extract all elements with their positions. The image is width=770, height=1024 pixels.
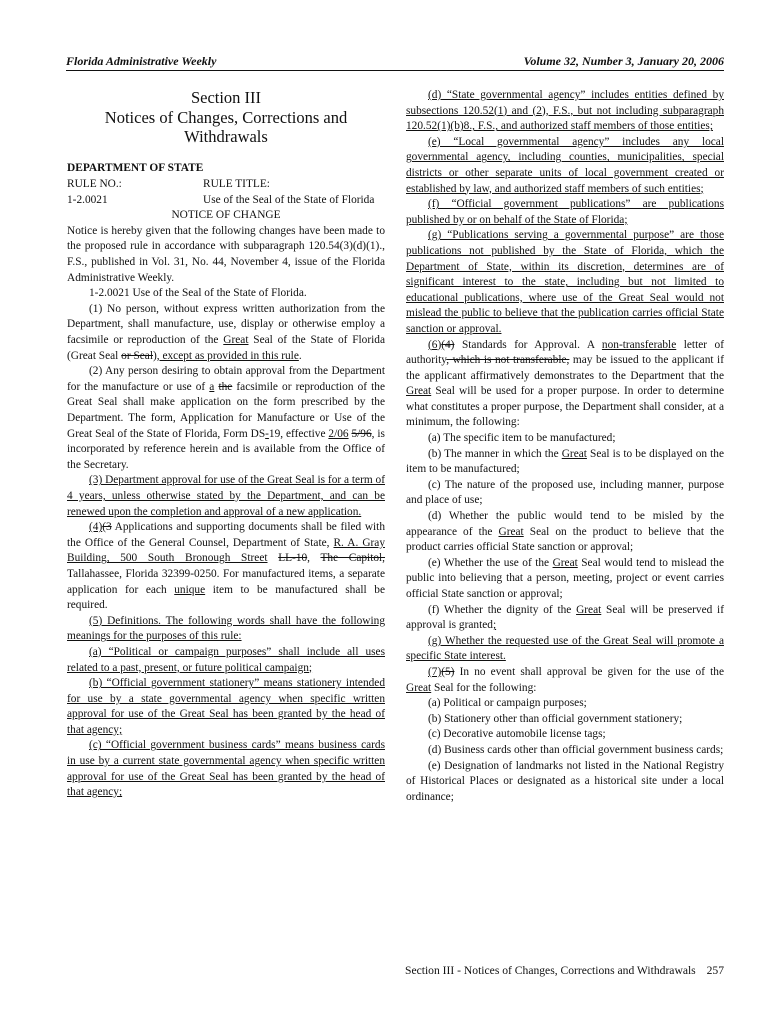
inserted-text: , except as provided in this rule [156, 349, 299, 362]
paragraph-text: Seal for the following: [431, 681, 537, 694]
body-paragraph [67, 286, 385, 302]
rule-no-label: RULE NO.: [67, 178, 122, 191]
paragraph-text: (2) Any person desiring to obtain approval from the Department for the manufacture or use of [67, 365, 385, 393]
paragraph-text: (a) Political or campaign purposes; [428, 697, 587, 710]
paragraph-text: Seal would tend to mislead the public into believing that a person, meeting, project or event carries official State sanction or approval; [406, 556, 724, 600]
body-paragraph [67, 364, 385, 473]
body-paragraph [406, 727, 724, 743]
paragraph-text: Seal on the product to believe that the product carries official State sanction or approval; [406, 525, 725, 554]
inserted-text: non-transferable [601, 338, 677, 351]
left-body [67, 224, 385, 801]
body-paragraph [406, 135, 724, 197]
paragraph-text: Applications and supporting documents shall be filed with the Office of the General Counsel, Department of State, [67, 521, 385, 549]
body-paragraph [406, 712, 724, 728]
body-paragraph [67, 224, 385, 286]
inserted-text: unique [174, 583, 206, 596]
paragraph-text: Seal of the State of Florida (Great Seal [67, 334, 385, 362]
inserted-text: (g) “Publications serving a governmental purpose” are those publications not published by the State of Florida, which the Department of State, within its discretion, determines are of significant interest to the state, including but not limited to educational publications, where use of the Great Seal would not mislead the public to believe that the publication carries official State sanction or approval. [406, 229, 724, 335]
paragraph-text: , is incorporated by reference herein and is available from the Office of the Secretary. [67, 427, 385, 471]
deleted-text: or Seal [121, 349, 153, 362]
right-column [406, 88, 724, 805]
body-paragraph [406, 556, 724, 603]
paragraph-text: may be issued to the applicant if the applicant affirmatively demonstrates to the Department that the [406, 354, 724, 382]
body-paragraph [406, 338, 724, 432]
body-paragraph [406, 603, 724, 634]
section-subtitle: Notices of Changes, Corrections and Withdrawals [104, 107, 348, 146]
inserted-text: a [209, 380, 215, 393]
inserted-text: (g) Whether the requested use of the Great Seal will promote a specific State interest. [406, 634, 724, 663]
inserted-text: (f) “Official government publications” are publications published by or on behalf of the State of Florida; [406, 198, 724, 226]
inserted-text: Great [561, 447, 587, 460]
body-paragraph [406, 197, 724, 228]
paragraph-text: ) [153, 349, 157, 362]
body-paragraph [67, 614, 385, 645]
paragraph-text: (b) The manner in which the [428, 447, 562, 460]
publication-name: Florida Administrative Weekly [66, 54, 217, 68]
body-paragraph [406, 696, 724, 712]
body-paragraph [406, 759, 724, 806]
body-paragraph [67, 738, 385, 800]
volume-date: Volume 32, Number 3, January 20, 2006 [523, 54, 724, 68]
paragraph-text: (d) Whether the public would tend to be misled by the appearance of the [406, 510, 724, 538]
inserted-text: (5) Definitions. The following words shall have the following meanings for the purposes of this rule: [67, 614, 385, 643]
deleted-text: The Capitol, [320, 552, 386, 565]
paragraph-text [268, 552, 279, 564]
body-paragraph [406, 88, 724, 135]
inserted-text: Great [406, 385, 432, 398]
inserted-text: (b) “Official government stationery” means stationery intended for use by a state governmental agency when specific written approval for use of the Great Seal has been granted by the head of that agency; [67, 677, 385, 736]
deleted-text: (3 [102, 521, 112, 534]
body-paragraph [67, 520, 385, 614]
footer-text: Section III - Notices of Changes, Corrections and Withdrawals [405, 964, 696, 977]
deleted-text: 5/96 [351, 427, 372, 440]
paragraph-text: facsimile or reproduction of the Great Seal shall make application on the form prescribed by the Department. The form, Application for Manufacture or Use of the Great Seal of the State of Florida, Form DS [67, 380, 385, 440]
inserted-text: Great [498, 525, 524, 538]
paragraph-text: In no event shall approval be given for the use of the [454, 665, 724, 678]
body-paragraph [67, 473, 385, 520]
paragraph-text: 1-2.0021 Use of the Seal of the State of Florida. [89, 287, 307, 300]
body-paragraph [406, 634, 724, 665]
inserted-text: Great [223, 334, 249, 347]
inserted-text: Great [576, 603, 602, 616]
inserted-text: (e) “Local governmental agency” includes any local governmental agency, including counties, municipalities, special districts or other separate units of local government created or established by law, and authorized staff members of such entities; [406, 135, 724, 195]
department-name: DEPARTMENT OF STATE [67, 161, 204, 174]
inserted-text: (7) [428, 665, 442, 678]
inserted-text: ; [492, 619, 497, 632]
body-paragraph [67, 645, 385, 676]
paragraph-text: Seal will be used for a proper purpose. In order to determine what constitutes a proper purpose, the Department shall consider, at a minimum, the following: [406, 385, 724, 429]
paragraph-text: (c) The nature of the proposed use, including manner, purpose and place of use; [406, 478, 724, 507]
inserted-text: Great [406, 681, 432, 694]
inserted-text: (4) [89, 521, 103, 534]
body-paragraph [67, 676, 385, 738]
deleted-text: (4) [441, 338, 455, 351]
paragraph-text: Standards for Approval. A [454, 338, 602, 351]
rule-number: 1-2.0021 [67, 193, 108, 206]
section-heading [67, 88, 385, 147]
left-column [67, 88, 385, 801]
body-paragraph [406, 228, 724, 337]
deleted-text: the [218, 380, 233, 393]
paragraph-text: Seal will be preserved if approval is granted [406, 603, 724, 632]
paragraph-text: item to be manufactured shall be required. [67, 583, 385, 612]
paragraph-text: (b) Stationery other than official government stationery; [428, 712, 683, 725]
inserted-text: (a) “Political or campaign purposes” shall include all uses related to a past, present, or future political campaign; [67, 645, 385, 674]
paragraph-text: (a) The specific item to be manufactured; [428, 432, 616, 445]
body-paragraph [406, 509, 724, 556]
running-header [66, 54, 724, 71]
paragraph-text: (1) No person, without express written authorization from the Department, shall manufacture, use, display or otherwise employ a facsimile or reproduction of the [67, 302, 385, 347]
body-paragraph [406, 431, 724, 447]
paragraph-text: . [298, 349, 302, 362]
rule-label-row [67, 177, 385, 193]
body-paragraph [406, 478, 724, 509]
notice-type: NOTICE OF CHANGE [171, 209, 281, 222]
body-paragraph [406, 665, 724, 696]
paragraph-text: Tallahassee, Florida 32399-0250. For manufactured items, a separate application for each [67, 567, 385, 596]
paragraph-text: letter of authority [406, 338, 724, 367]
body-paragraph [406, 743, 724, 759]
rule-title-label: RULE TITLE: [203, 178, 270, 191]
inserted-text: (3) Department approval for use of the Great Seal is for a term of 4 years, unless otherwise stated by the Department, and can be renewed upon the completion and approval of a new application. [67, 474, 385, 518]
deleted-text: (5) [441, 665, 455, 678]
rule-title-text: Use of the Seal of the State of Florida [203, 193, 375, 206]
paragraph-text: (e) Designation of landmarks not listed in the National Registry of Historical Places or designated as a historical site under a local ordinance; [406, 759, 724, 803]
page-footer [405, 964, 724, 977]
inserted-text: Great [552, 556, 578, 569]
paragraph-text: (d) Business cards other than official government business cards; [428, 743, 724, 756]
paragraph-text: Seal is to be displayed on the item to be manufactured; [406, 447, 725, 476]
rule-value-row [67, 193, 385, 209]
page-number: 257 [706, 964, 724, 977]
paragraph-text: (e) Whether the use of the [428, 556, 553, 569]
rule-title [203, 193, 385, 209]
inserted-text: (c) “Official government business cards” means business cards in use by a current state governmental agency when specific written approval for use of the Great Seal has been granted by the head of that agency; [67, 739, 385, 799]
inserted-text: R. A. Gray Building, 500 South Bronough Street [67, 536, 385, 565]
paragraph-text: , [307, 552, 321, 565]
section-title: Section III [190, 88, 262, 107]
paragraph-text: (f) Whether the dignity of the [428, 603, 577, 616]
body-paragraph [406, 447, 724, 478]
deleted-text: , which is not transferable, [446, 354, 570, 367]
deleted-text: LL-10 [278, 552, 308, 565]
paragraph-text: Notice is hereby given that the following changes have been made to the proposed rule in accordance with subparagraph 120.54(3)(d)(1)., F.S., published in Vol. 31, No. 44, November 4, issue of the Florida Administrative Weekly. [67, 224, 385, 284]
inserted-text: 2/06 [328, 427, 349, 440]
inserted-text: (d) “State governmental agency” includes entities defined by subsections 120.52(1) and (2), F.S., but not including subparagraph 120.52(1)(b)8., F.S., and authorized staff members of those entities; [406, 89, 724, 133]
paragraph-text: 19, effective [268, 427, 329, 440]
inserted-text: (6) [428, 338, 442, 351]
right-body [406, 88, 724, 805]
paragraph-text: (c) Decorative automobile license tags; [428, 728, 606, 741]
body-paragraph [67, 302, 385, 364]
inserted-text: - [265, 427, 269, 440]
